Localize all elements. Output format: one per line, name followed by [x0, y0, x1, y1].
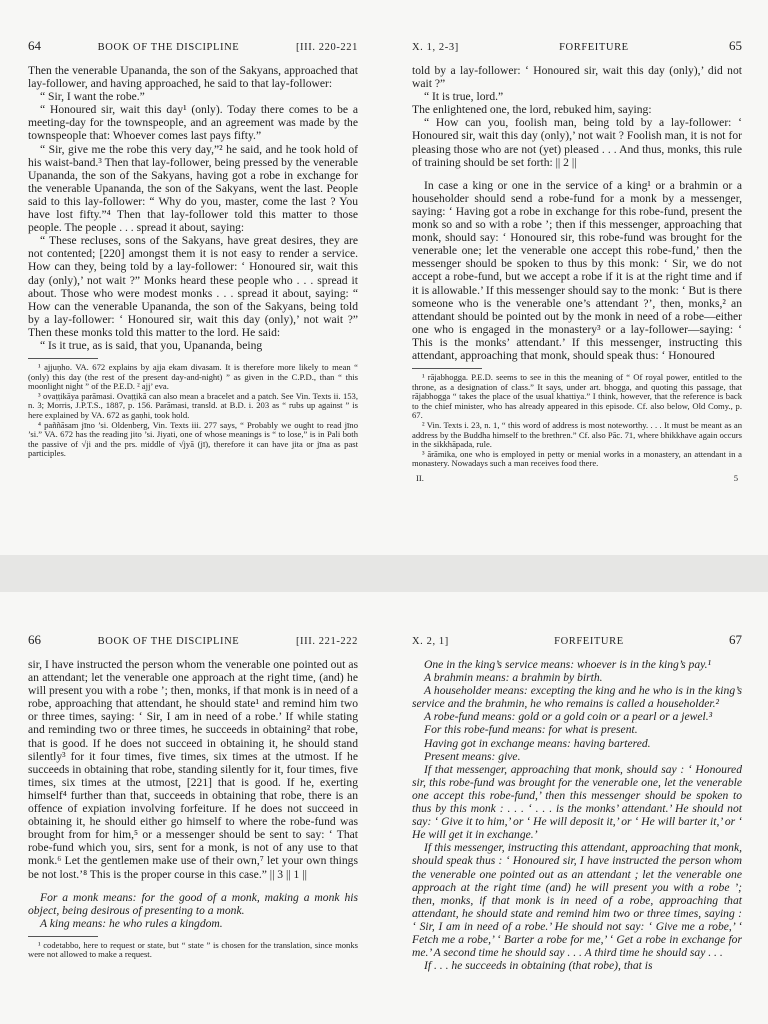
paragraph: “ How can you, foolish man, being told by a lay-follower: ‘ Honoured sir, wait this day (only),’ not wait ? Foolish man, it is not for pleasing those who are not (yet) pleased . . . And thus, monks, this rule of training should be set forth: || 2 || — [412, 116, 742, 169]
page-number: 64 — [28, 38, 41, 53]
signature-number: 5 — [733, 473, 738, 483]
footnote-rule — [28, 358, 98, 359]
printer-signature — [412, 473, 742, 483]
running-title: BOOK OF THE DISCIPLINE — [97, 42, 240, 53]
paragraph: Then the venerable Upananda, the son of the Sakyans, approached that lay-follower, and having approached, he said to that lay-follower: — [28, 64, 358, 91]
running-header — [412, 632, 742, 648]
paragraph: “ Honoured sir, wait this day¹ (only). Today there comes to be a meeting-day for the townspeople, and an agreement was made by the townspeople that: Whoever comes last pays fifty.” — [28, 103, 358, 143]
page-number: 65 — [728, 38, 742, 53]
footnote-rule — [28, 936, 98, 937]
body-text — [412, 658, 742, 972]
footnote: ¹ codetabbo, here to request or state, but “ state ” is chosen for the translation, since monks were not allowed to make a request. — [28, 939, 358, 960]
paragraph: The enlightened one, the lord, rebuked him, saying: — [412, 103, 652, 117]
paragraph: “ These recluses, sons of the Sakyans, have great desires, they are not contented; [220] amongst them it is not easy to render a service. How can they, being told by a lay-follower: ‘ Honoured sir, wait this day (only),’ not wait ?” Monks heard these people who . . . spread it about. Those who were modest monks . . . spread it about, saying: “ How can the venerable Upananda, the son of the Sakyans, being told by a lay-follower: ‘ Honoured sir, wait this day (only),’ not wait ?” Then these monks told this matter to the lord. He said: — [28, 234, 358, 339]
definition: One in the king’s service means: whoever is in the king’s pay.¹ — [424, 658, 712, 671]
running-header — [28, 38, 358, 54]
section-reference: [III. 221-222 — [295, 636, 358, 647]
section-reference: X. 2, 1] — [412, 636, 449, 647]
running-title: FORFEITURE — [554, 636, 624, 647]
footnotes — [412, 373, 742, 469]
paragraph: “ Sir, give me the robe this very day,”² he said, and he took hold of his waist-band.³ Then that lay-follower, being pressed by the venerable Upananda, the son of the Sakyans, having got a robe in exchange for the venerable Upananda, the son of the Sakyans, went the last. People said to this lay-follower: “ Why do you, master, come the last ? You have lost fifty.”⁴ Then that lay-follower told this matter to those people. The people . . . spread it about, saying: — [28, 142, 358, 235]
footnote: ¹ ajjuṇho. VA. 672 explains by ajja ekam divasam. It is therefore more likely to mean “ (only) this day (the rest of the present day-and-night) ” as given in the C.P.D., than “ this moonlight night ” of the P.E.D. ² ajj’ eva. — [28, 362, 358, 392]
footnote: ² Vin. Texts i. 23, n. 1, “ this word of address is most noteworthy. . . . It must be meant as an address by the Buddha himself to the brethren.” Cf. also Pāc. 71, where bhikkhave again occurs in the sikkhāpada, rule. — [412, 420, 742, 450]
paragraph: A king means: he who rules a kingdom. — [40, 916, 223, 930]
running-header — [412, 38, 742, 54]
rule-paragraph: In case a king or one in the service of a king¹ or a brahmin or a householder should send a robe-fund for a monk by a messenger, saying: ‘ Having got a robe in exchange for this robe-fund, present the monk so and so with a robe ’; then if this messenger, approaching that monk, should say: ‘ Honoured sir, this robe-fund was brought for the venerable one; let the venerable one accept this robe-fund,’ then the messenger should be spoken to thus by this monk: ‘ Sir, we do not accept a robe-fund, but we accept a robe if it is at the right time and if it is allowable.’ If this messenger should say to the monk: ‘ But is there someone who is the venerable one’s attendant ?’, then, monks,² an attendant should be pointed out by the monk in need of a robe—either one who is engaged in the monastery³ or a lay-follower—saying: ‘ This is the monks’ attendant.’ If this messenger, instructing this attendant, approaching that monk, should speak thus: ‘ Honoured — [412, 178, 742, 362]
section-reference: [III. 220-221 — [295, 42, 358, 53]
definition: If this messenger, instructing this attendant, approaching that monk, should speak thus : ‘ Honoured sir, I have instructed the person whom the venerable one pointed out as an attendant ; let the venerable one approach at the right time (and) he will present you with a robe ’; then, monks, if that monk is in need of a robe, approaching that attendant, he should state and remind him two or three times, saying : ‘ Sir, I am in need of a robe.’ He should not say: ‘ Give me a robe,’ ‘ Fetch me a robe,’ ‘ Barter a robe for me,’ ‘ Get a robe in exchange for me.’ A second time he should say . . . A third time he should say . . . — [412, 841, 742, 960]
footnote: ¹ rājabhogga. P.E.D. seems to see in this the meaning of “ Of royal power, entitled to the throne, as a designation of class.” It says, under art. bhogga, and quoting this passage, that rājabhogga “ takes the place of the usual khattiya.” I think, however, that the reference is back to the chief minister, who has already appeared in this episode. Cf. also below, Old Comy., p. 67. — [412, 372, 742, 421]
scan-gutter — [0, 555, 768, 592]
definition: Having got in exchange means: having bartered. — [424, 736, 651, 750]
signature-volume: II. — [416, 473, 424, 483]
page-number: 67 — [728, 632, 742, 647]
definition: A householder means: excepting the king and he who is in the king’s service and the brahmin, he who remains is called a householder.² — [412, 684, 742, 711]
definition: A robe-fund means: gold or a gold coin or a pearl or a jewel.³ — [424, 710, 713, 724]
footnotes — [28, 363, 358, 459]
page-64 — [0, 0, 384, 555]
footnote: ³ ovaṭṭikāya parāmasi. Ovaṭṭikā can also mean a bracelet and a patch. See Vin. Texts ii. 153, n. 3; Morris, J.P.T.S., 1887, p. 156. Parāmasi, transld. at B.D. i. 203 as “ rubs up against ” is here explained by VA. 672 as gaṇhi, took hold. — [28, 390, 358, 421]
running-header — [28, 632, 358, 648]
body-text — [28, 658, 358, 930]
definition: If . . . he succeeds in obtaining (that robe), that is — [424, 959, 653, 973]
page-66 — [0, 592, 384, 1024]
body-text — [412, 64, 742, 362]
definition: For this robe-fund means: for what is present. — [424, 723, 638, 737]
running-title: BOOK OF THE DISCIPLINE — [97, 636, 240, 647]
body-text — [28, 64, 358, 352]
page-number: 66 — [28, 632, 41, 647]
page-67 — [384, 592, 768, 1024]
paragraph: “ Is it true, as is said, that you, Upananda, being — [40, 338, 263, 352]
running-title: FORFEITURE — [559, 42, 629, 53]
paragraph: “ Sir, I want the robe.” — [40, 90, 145, 104]
definition: If that messenger, approaching that monk, should say : ‘ Honoured sir, this robe-fund was brought for the venerable one, let the venerable one accept this robe-fund,’ then this messenger should be spoken to thus by this monk : . . . ‘ . . . is the monks’ attendant.’ He should not say: ‘ Give it to him,’ or ‘ He will deposit it,’ or ‘ He will barter it,’ or ‘ He will get it in exchange.’ — [412, 762, 742, 842]
paragraph: For a monk means: for the good of a monk, making a monk his object, being desirous of presenting to a monk. — [28, 890, 358, 917]
section-reference: X. 1, 2-3] — [412, 42, 459, 53]
definition: A brahmin means: a brahmin by birth. — [424, 671, 603, 685]
definition: Present means: give. — [424, 749, 521, 763]
paragraph: “ It is true, lord.” — [424, 90, 504, 104]
paragraph: sir, I have instructed the person whom the venerable one pointed out as an attendant; let the venerable one approach at the right time, (and) he will present you with a robe ’; then, monks, if that monk is in need of a robe, approaching that attendant, he should state¹ and remind him two or three times, saying: ‘ Sir, I am in need of a robe.’ If while stating and reminding two or three times, he succeeds in obtaining² that robe, that is good. If he does not succeed in obtaining it, he should stand silently³ for it four times, five times, six times at the utmost. If he succeeds in obtaining that robe, standing silently for it, four times, five times, six times at the utmost, [221] that is good. If he, exerting himself⁴ further than that, succeeds in obtaining that robe, there is an offence of expiation involving forfeiture. If he does not succeed in obtaining it, he should either go himself to where the robe-fund was brought from for him,⁵ or a messenger should be sent to say: ‘ That robe-fund which you, sirs, sent for a monk, is not of any use to that monk.⁶ Let the gentlemen make use of their own,⁷ let your own things be not lost.’⁸ This is the proper course in this case.” || 3 || 1 || — [28, 658, 358, 881]
footnote-rule — [412, 368, 482, 369]
paragraph: told by a lay-follower: ‘ Honoured sir, wait this day (only),’ did not wait ?” — [412, 64, 742, 91]
page-65 — [384, 0, 768, 555]
footnote: ³ ārāmika, one who is employed in petty or menial works in a monastery, an attendant in a monastery. Nowadays such a man receives food there. — [412, 448, 742, 469]
footnote: ⁴ paññāsam jīno ’si. Oldenberg, Vin. Texts iii. 277 says, “ Probably we ought to read jīno ’si.” VA. 672 has the reading jito ’si. Jiyati, one of whose meanings is “ to lose,” is in Pali both the passive of √ji and the prs. middle of √jyā (jī), therefore it can have jita or jīna as past participles. — [28, 419, 358, 459]
footnotes — [28, 941, 358, 960]
